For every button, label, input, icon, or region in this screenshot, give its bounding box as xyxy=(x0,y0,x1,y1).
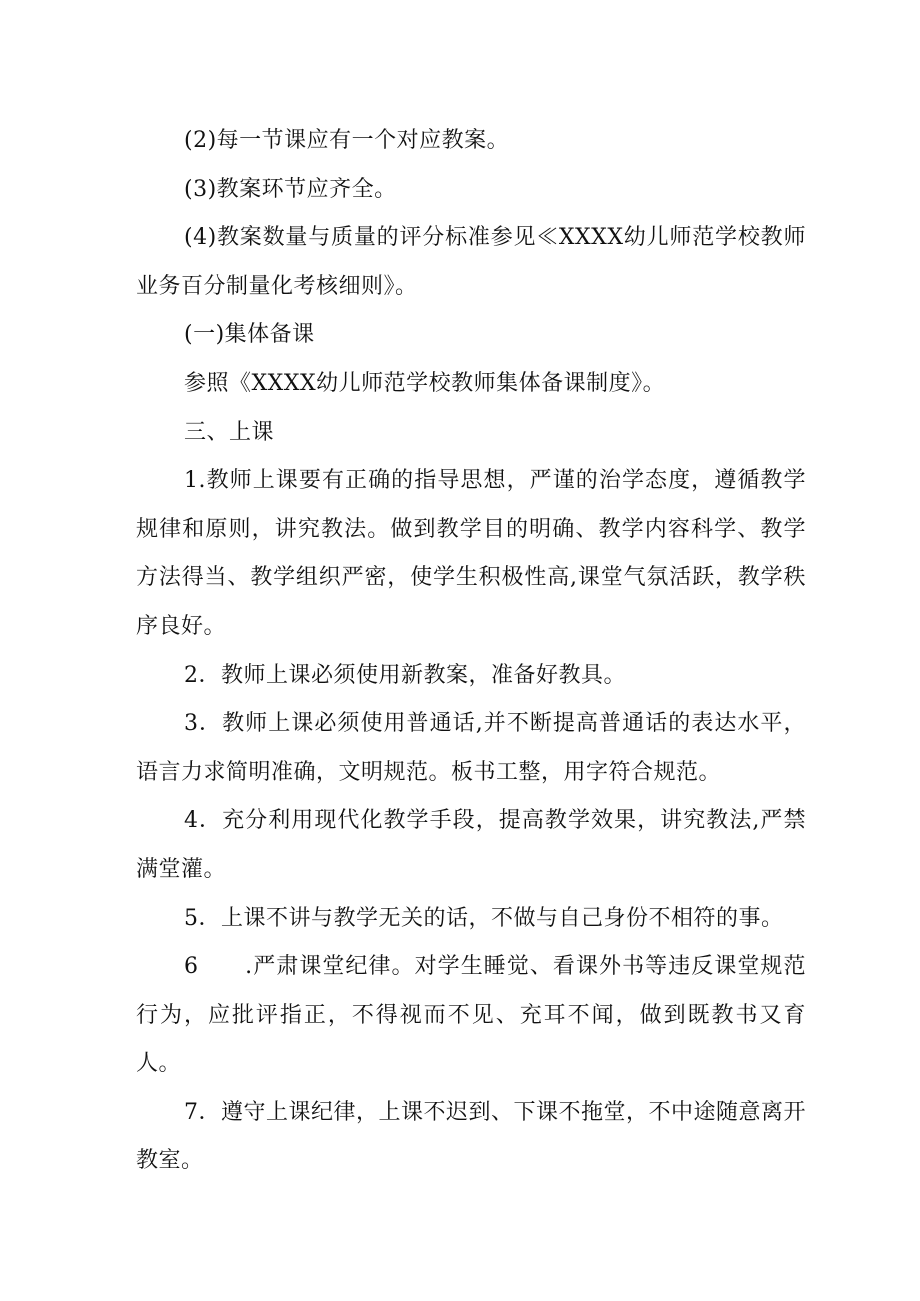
document-body xyxy=(136,117,806,1186)
paragraph-lesson-plan-3: (3)教案环节应齐全。 xyxy=(184,176,397,202)
paragraph-class-rule-2: 2．教师上课必须使用新教案，准备好教具。 xyxy=(184,662,626,688)
paragraph-lesson-plan-2: (2)每一节课应有一个对应教案。 xyxy=(184,128,510,153)
paragraph-class-rule-5: 5．上课不讲与教学无关的话，不做与自己身份不相符的事。 xyxy=(184,905,784,931)
section-heading-collective-preparation: (一)集体备课 xyxy=(184,322,315,348)
paragraph-collective-preparation-reference: 参照《XXXX幼儿师范学校教师集体备课制度》。 xyxy=(184,370,666,396)
section-heading-classes: 三、上课 xyxy=(184,419,275,445)
paragraph-lesson-plan-4: (4)教案数量与质量的评分标准参见≪XXXX幼儿师范学校教师业务百分制量化考核细则》。 xyxy=(136,225,806,299)
paragraph-class-rule-3: 3．教师上课必须使用普通话,并不断提高普通话的表达水平，语言力求简明准确，文明规范。板书工整，用字符合规范。 xyxy=(136,711,806,785)
paragraph-class-rule-7: 7．遵守上课纪律，上课不迟到、下课不拖堂，不中途随意离开教室。 xyxy=(136,1099,806,1174)
paragraph-class-rule-4: 4．充分利用现代化教学手段，提高教学效果，讲究教法,严禁满堂灌。 xyxy=(136,808,806,882)
paragraph-class-rule-6: 6 .严肃课堂纪律。对学生睡觉、看课外书等违反课堂规范行为，应批评指正，不得视而不见、充耳不闻，做到既教书又育人。 xyxy=(136,954,806,1077)
paragraph-class-rule-1: 1.教师上课要有正确的指导思想，严谨的治学态度，遵循教学规律和原则，讲究教法。做到教学目的明确、教学内容科学、教学方法得当、教学组织严密，使学生积极性高,课堂气氛活跃，教学秩序良好。 xyxy=(136,468,806,639)
